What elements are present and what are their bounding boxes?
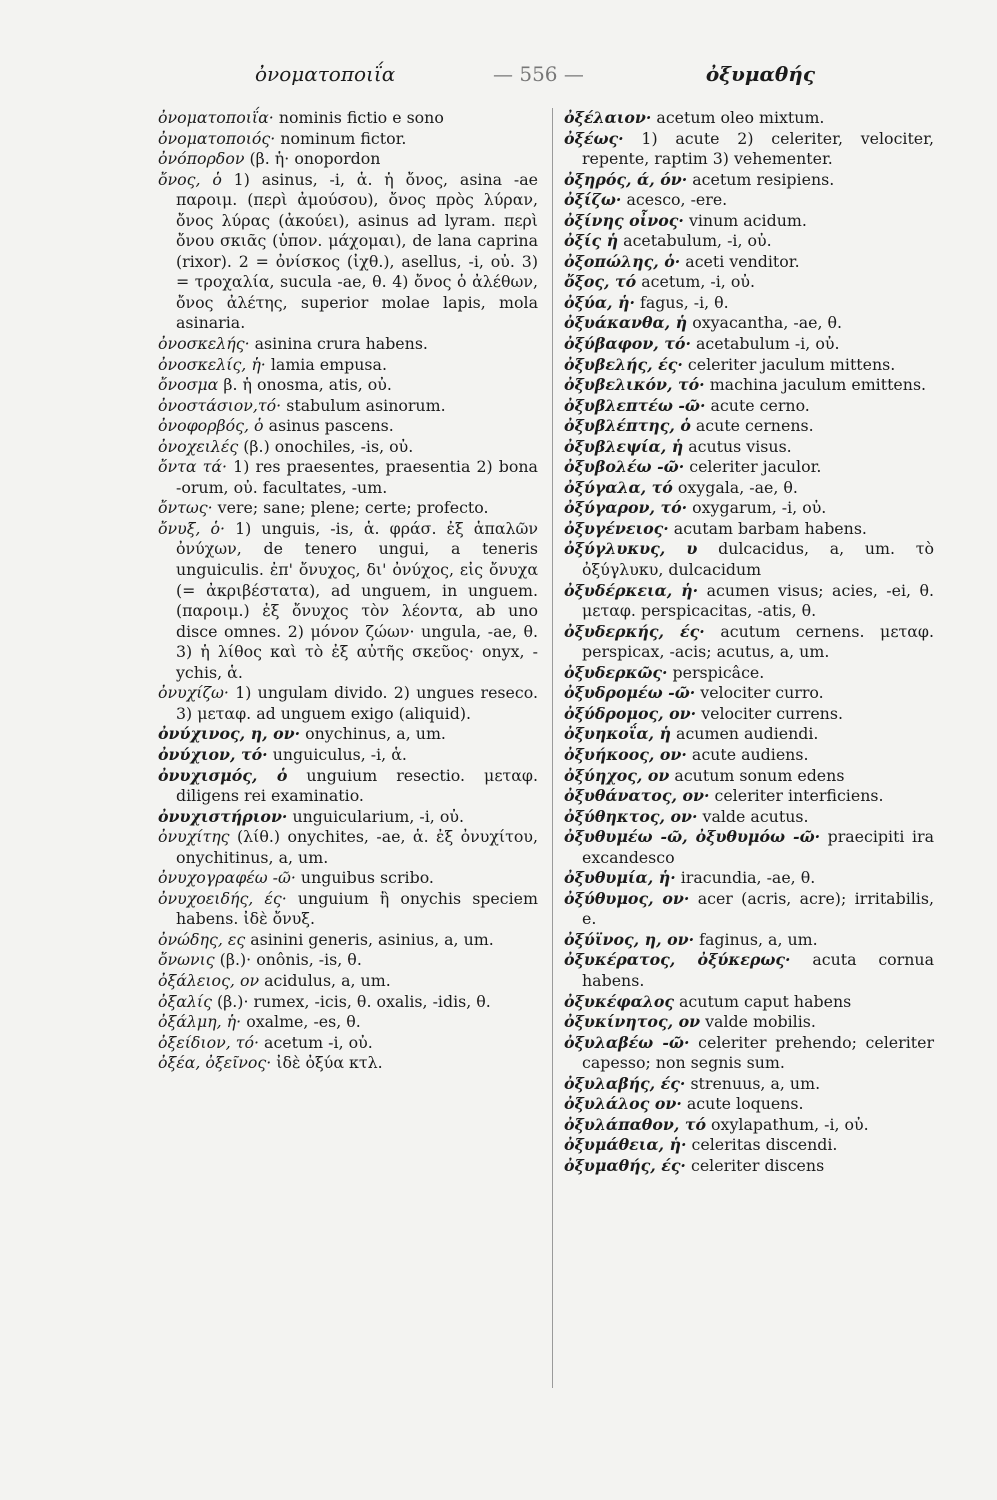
entry-definition: celeriter jaculum mittens. (687, 354, 896, 374)
entry-definition: acute audiens. (691, 744, 809, 764)
entry-headword: ὀξυμαθής, ές· (564, 1155, 686, 1175)
entry-definition: praecipiti ira excandesco (582, 827, 934, 867)
entry-definition: perspicâce. (672, 662, 765, 682)
dictionary-entry (564, 622, 934, 663)
dictionary-entry (564, 704, 934, 725)
entry-definition: acetabulum -i, οὐ. (696, 334, 840, 354)
dictionary-entry (158, 766, 538, 807)
entry-headword: ὀνοσκελής· (158, 334, 250, 354)
page-number: — 556 — (493, 62, 584, 86)
dictionary-entry (564, 786, 934, 807)
entry-definition: vinum acidum. (688, 210, 807, 230)
dictionary-entry (158, 170, 538, 334)
dictionary-entry (564, 437, 934, 458)
dictionary-entry (158, 745, 538, 766)
entry-definition: unguiculus, -i, ἁ. (272, 744, 407, 764)
dictionary-entry (564, 252, 934, 273)
dictionary-entry (564, 1094, 934, 1115)
dictionary-entry (564, 1074, 934, 1095)
entry-definition: unguicularium, -i, οὐ. (292, 806, 464, 826)
entry-definition: asinina crura habens. (254, 334, 428, 354)
entry-headword: ὀξυάκανθα, ἡ (564, 313, 688, 333)
entry-headword: ὀνυχίτης (158, 827, 230, 847)
entry-definition: celeriter interficiens. (714, 786, 884, 806)
entry-definition: acutum caput habens (679, 991, 852, 1011)
entry-definition: acetabulum, -i, οὐ. (623, 231, 772, 251)
entry-headword: ὀξυβλεπτέω -ῶ· (564, 395, 706, 415)
entry-headword: ὀξυβλεψία, ἡ (564, 436, 684, 456)
left-column (158, 108, 538, 1074)
entry-definition: 1) acute 2) celeriter, velociter, repente, raptim 3) vehementer. (582, 128, 934, 169)
entry-headword: ὀξύθηκτος, ον· (564, 806, 698, 826)
dictionary-entry (158, 108, 538, 129)
entry-definition: acute cernens. (695, 416, 814, 436)
entry-definition: nominum fictor. (280, 128, 407, 148)
entry-headword: ὀξείδιον, τό· (158, 1032, 260, 1052)
dictionary-entry (564, 1033, 934, 1074)
entry-definition: lamia empusa. (270, 354, 387, 374)
entry-definition: asinini generis, asinius, a, um. (250, 929, 494, 949)
entry-definition: (β.)· onônis, -is, θ. (219, 950, 362, 970)
entry-headword: ὀξυλαβέω -ῶ· (564, 1032, 690, 1052)
entry-definition: acumen audiendi. (676, 724, 819, 744)
entry-headword: ὀξαλίς (158, 991, 212, 1011)
entry-headword: ὀνοματοποιός· (158, 128, 276, 148)
dictionary-entry (158, 129, 538, 150)
entry-definition: 1) ungulam divido. 2) ungues reseco. 3) μεταφ. ad unguem exigo (aliquid). (176, 683, 538, 723)
dictionary-entry (564, 293, 934, 314)
header-right-catchword: ὀξυμαθής (705, 62, 815, 86)
dictionary-entry (564, 190, 934, 211)
entry-definition: fagus, -i, θ. (640, 292, 729, 312)
dictionary-entry (564, 827, 934, 868)
entry-headword: ὀξίς ἡ (564, 231, 619, 251)
entry-headword: ὀξυδρομέω -ῶ· (564, 683, 696, 703)
entry-headword: ὀξύθυμος, ον· (564, 888, 690, 908)
entry-definition: acute cerno. (710, 395, 810, 415)
dictionary-entry (158, 868, 538, 889)
entry-headword: ὄντως· (158, 498, 213, 518)
entry-headword: ὄντα τά· (158, 457, 228, 477)
dictionary-entry (564, 457, 934, 478)
entry-headword: ὀξυβελικόν, τό· (564, 375, 705, 395)
entry-definition: acetum, -i, οὐ. (641, 272, 755, 292)
dictionary-entry (564, 950, 934, 991)
entry-headword: ὀξύγλυκυς, υ (564, 539, 698, 559)
dictionary-entry (564, 663, 934, 684)
entry-definition: acute loquens. (686, 1094, 804, 1114)
entry-definition: valde acutus. (702, 806, 809, 826)
dictionary-entry (564, 539, 934, 580)
entry-headword: ὄνοσμα (158, 375, 219, 395)
entry-definition: nominis fictio e sono (278, 108, 444, 127)
entry-definition: celeritas discendi. (691, 1135, 838, 1155)
entry-headword: ὀξύβαφον, τό· (564, 334, 691, 354)
entry-headword: ὀνόπορδον (158, 149, 245, 169)
entry-headword: ὀνοματοποιΐα· (158, 108, 274, 127)
entry-headword: ὀξύδρομος, ον· (564, 703, 697, 723)
entry-headword: ὀξυήκοος, ον· (564, 744, 687, 764)
entry-headword: ὀξυλαβής, ές· (564, 1073, 686, 1093)
entry-definition: celeriter prehendo; celeriter capesso; non segnis sum. (582, 1032, 935, 1073)
dictionary-entry (564, 211, 934, 232)
entry-definition: oxygarum, -i, οὐ. (692, 498, 827, 518)
dictionary-entry (158, 971, 538, 992)
entry-headword: ὀνοχειλές (158, 436, 239, 456)
entry-definition: oxylapathum, -i, οὐ. (711, 1114, 869, 1134)
column-divider (552, 108, 553, 1388)
page-header (255, 62, 815, 92)
dictionary-entry (564, 1012, 934, 1033)
dictionary-entry (158, 437, 538, 458)
entry-definition: valde mobilis. (705, 1012, 816, 1032)
entry-definition: dulcacidus, a, um. τὸ ὀξύγλυκυ, dulcacidum (582, 539, 934, 580)
entry-definition: ἰδὲ ὀξύα κτλ. (276, 1053, 383, 1073)
dictionary-entry (564, 416, 934, 437)
entry-headword: ὄνυξ, ὁ· (158, 518, 226, 538)
dictionary-entry (564, 724, 934, 745)
entry-definition: acuta cornua habens. (582, 950, 935, 990)
dictionary-entry (564, 396, 934, 417)
dictionary-entry (158, 355, 538, 376)
entry-definition: unguium resectio. μεταφ. diligens rei examinatio. (176, 765, 538, 806)
entry-headword: ὀξυλάπαθον, τό (564, 1114, 707, 1134)
entry-headword: ὀξυκίνητος, ον (564, 1012, 701, 1032)
dictionary-entry (564, 478, 934, 499)
dictionary-entry (158, 457, 538, 498)
entry-definition: onychinus, a, um. (305, 724, 446, 744)
dictionary-entry (158, 724, 538, 745)
entry-definition: aceti venditor. (685, 251, 800, 271)
entry-definition: strenuus, a, um. (690, 1073, 821, 1093)
entry-headword: ὀνώδης, ες (158, 929, 246, 949)
entry-headword: ὀνοσκελίς, ἡ· (158, 354, 266, 374)
entry-headword: ὀξάλειος, ον (158, 970, 260, 990)
dictionary-entry (158, 334, 538, 355)
dictionary-entry (158, 683, 538, 724)
entry-headword: ὀνοστάσιον,τό· (158, 395, 282, 415)
entry-headword: ὀξοπώλης, ὁ· (564, 251, 681, 271)
entry-definition: acidulus, a, um. (264, 970, 391, 990)
dictionary-entry (564, 868, 934, 889)
entry-headword: ὀνυχιστήριον· (158, 806, 288, 826)
dictionary-entry (158, 827, 538, 868)
entry-headword: ὀξηρός, ά, όν· (564, 169, 688, 189)
entry-definition: (λίθ.) onychites, -ae, ἁ. ἐξ ὀνυχίτου, onychitinus, a, um. (176, 827, 538, 867)
entry-headword: ὀξύγαλα, τό (564, 477, 673, 497)
entry-definition: unguium ἢ onychis speciem habens. ἰδὲ ὄνυξ. (176, 888, 538, 929)
dictionary-entry (158, 889, 538, 930)
dictionary-entry (564, 334, 934, 355)
entry-headword: ὀνοφορβός, ὁ (158, 416, 264, 436)
entry-definition: acer (acris, acre); irritabilis, e. (582, 888, 934, 929)
entry-definition: celeriter discens (690, 1155, 825, 1175)
dictionary-entry (158, 807, 538, 828)
dictionary-entry (564, 108, 934, 129)
entry-headword: ὀξυβολέω -ῶ· (564, 457, 685, 477)
entry-headword: ὀξυδερκῶς· (564, 662, 668, 682)
entry-definition: oxygala, -ae, θ. (677, 477, 798, 497)
entry-headword: ὀνύχινος, η, ον· (158, 724, 301, 744)
entry-definition: acetum oleo mixtum. (656, 108, 825, 127)
entry-definition: acutus visus. (688, 436, 792, 456)
dictionary-entry (158, 149, 538, 170)
entry-headword: ὄξος, τό (564, 272, 637, 292)
entry-definition: oxyacantha, -ae, θ. (692, 313, 843, 333)
dictionary-entry (564, 272, 934, 293)
entry-headword: ὀξίζω· (564, 190, 622, 210)
entry-definition: β. ἡ onosma, atis, οὐ. (223, 375, 392, 395)
entry-definition: vere; sane; plene; certe; profecto. (217, 498, 489, 518)
dictionary-entry (158, 1053, 538, 1074)
dictionary-entry (564, 375, 934, 396)
dictionary-entry (158, 1012, 538, 1033)
entry-definition: acetum resipiens. (692, 169, 835, 189)
dictionary-entry (158, 1033, 538, 1054)
entry-definition: acumen visus; acies, -ei, θ. μεταφ. perspicacitas, -atis, θ. (582, 580, 934, 621)
entry-headword: ὀξυδερκής, ές· (564, 621, 705, 641)
entry-definition: iracundia, -ae, θ. (680, 868, 816, 888)
entry-headword: ὀξυκέφαλος (564, 991, 674, 1011)
entry-headword: ὀξυβελής, ές· (564, 354, 683, 374)
entry-definition: oxalme, -es, θ. (246, 1012, 361, 1032)
entry-headword: ὀξυκέρατος, ὀξύκερως· (564, 950, 791, 970)
dictionary-entry (158, 519, 538, 683)
entry-definition: acutum cernens. μεταφ. perspicax, -acis; acutus, a, um. (582, 621, 935, 662)
entry-definition: acetum -i, οὐ. (264, 1032, 373, 1052)
entry-definition: velociter currens. (701, 703, 843, 723)
entry-definition: faginus, a, um. (699, 929, 818, 949)
entry-definition: 1) unguis, -is, ἁ. φράσ. ἐξ ἁπαλῶν ὀνύχων, de tenero ungui, a teneris unguiculis. ἐπ' ὄνυχος, δι' ὀνύχος, εἰς ὄνυχα (= ἀκριβέστατα), ad unguem, in unguem. (παροιμ.) ἐξ ὄνυχος τὸν λέοντα, ab uno disce omnes. 2) μόνον ζώων· ungula, -ae, θ. 3) ἡ λίθος καὶ τὸ ἐξ αὐτῆς σκεῦος· onyx, -ychis, ἁ. (176, 518, 538, 682)
dictionary-entry (564, 807, 934, 828)
entry-definition: (β.)· rumex, -icis, θ. oxalis, -idis, θ. (216, 991, 491, 1011)
right-column (564, 108, 934, 1176)
dictionary-entry (564, 498, 934, 519)
dictionary-entry (564, 170, 934, 191)
dictionary-entry (564, 581, 934, 622)
entry-definition: velociter curro. (700, 683, 824, 703)
dictionary-entry (158, 498, 538, 519)
entry-definition: machina jaculum emittens. (709, 375, 927, 395)
entry-headword: ὀξυγένειος· (564, 518, 669, 538)
entry-definition: (β.) onochiles, -is, οὐ. (243, 436, 414, 456)
entry-headword: ὀξυμάθεια, ἡ· (564, 1135, 687, 1155)
entry-headword: ὀξυθυμέω -ῶ, ὀξυθυμόω -ῶ· (564, 827, 821, 847)
entry-definition: asinus pascens. (268, 416, 394, 436)
entry-headword: ὀξύηχος, ον (564, 765, 670, 785)
dictionary-entry (158, 375, 538, 396)
entry-headword: ὀξύϊνος, η, ον· (564, 929, 695, 949)
entry-headword: ὀνυχίζω· (158, 683, 229, 703)
dictionary-entry (158, 992, 538, 1013)
entry-definition: 1) res praesentes, praesentia 2) bona -orum, οὐ. facultates, -um. (176, 457, 538, 497)
entry-headword: ὀξυθάνατος, ον· (564, 786, 710, 806)
entry-headword: ὄνωνις (158, 950, 215, 970)
entry-definition: stabulum asinorum. (286, 395, 446, 415)
entry-headword: ὀξύα, ἡ· (564, 292, 635, 312)
dictionary-entry (564, 129, 934, 170)
dictionary-entry (564, 313, 934, 334)
entry-headword: ὀξέα, ὀξεῖνος· (158, 1053, 272, 1073)
dictionary-entry (564, 355, 934, 376)
entry-definition: acesco, -ere. (626, 190, 728, 210)
dictionary-entry (158, 396, 538, 417)
entry-definition: acutam barbam habens. (673, 518, 867, 538)
entry-headword: ὀνυχοειδής, ές· (158, 888, 287, 908)
dictionary-entry (158, 950, 538, 971)
entry-headword: ὀξίνης οἶνος· (564, 210, 684, 230)
entry-headword: ὀξύγαρον, τό· (564, 498, 688, 518)
entry-headword: ὀξέλαιον· (564, 108, 652, 127)
dictionary-entry (564, 519, 934, 540)
entry-headword: ὀξυθυμία, ἡ· (564, 868, 676, 888)
dictionary-entry (564, 231, 934, 252)
entry-definition: 1) asinus, -i, ἁ. ἡ ὄνος, asina -ae παροιμ. (περὶ ἀμούσου), ὄνος πρὸς λύραν, ὄνος λύρας (ἀκούει), asinus ad lyram. περὶ ὄνου σκιᾶς (ὑπον. μάχομαι), de lana caprina (rixor). 2 = ὀνίσκος (ἰχθ.), asellus, -i, οὐ. 3) = τροχαλία, sucula -ae, θ. 4) ὄνος ὁ ἀλέθων, ὄνος ἀλέτης, superior molae lapis, mola asinaria. (176, 169, 538, 333)
dictionary-entry (564, 745, 934, 766)
entry-headword: ὀνυχισμός, ὁ (158, 765, 288, 785)
dictionary-entry (158, 930, 538, 951)
entry-definition: celeriter jaculor. (689, 457, 822, 477)
entry-headword: ὀξυδέρκεια, ἡ· (564, 580, 699, 600)
dictionary-entry (158, 416, 538, 437)
dictionary-entry (564, 992, 934, 1013)
dictionary-entry (564, 1115, 934, 1136)
entry-definition: acutum sonum edens (674, 765, 845, 785)
entry-headword: ὀνυχογραφέω -ῶ· (158, 868, 296, 888)
entry-headword: ὀνύχιον, τό· (158, 744, 268, 764)
header-left-catchword: ὀνοματοποιΐα (255, 62, 396, 86)
entry-definition: unguibus scribo. (300, 868, 434, 888)
dictionary-entry (564, 683, 934, 704)
dictionary-entry (564, 1156, 934, 1177)
dictionary-entry (564, 766, 934, 787)
entry-definition: (β. ἡ· onopordon (249, 149, 381, 169)
entry-headword: ὀξυηκοΐα, ἡ (564, 724, 671, 744)
entry-headword: ὀξέως· (564, 128, 624, 148)
entry-headword: ὀξυβλέπτης, ὁ (564, 416, 691, 436)
entry-headword: ὄνος, ὁ (158, 169, 222, 189)
dictionary-entry (564, 1135, 934, 1156)
dictionary-entry (564, 889, 934, 930)
dictionary-entry (564, 930, 934, 951)
entry-headword: ὀξάλμη, ἡ· (158, 1012, 242, 1032)
entry-headword: ὀξυλάλος ον· (564, 1094, 682, 1114)
